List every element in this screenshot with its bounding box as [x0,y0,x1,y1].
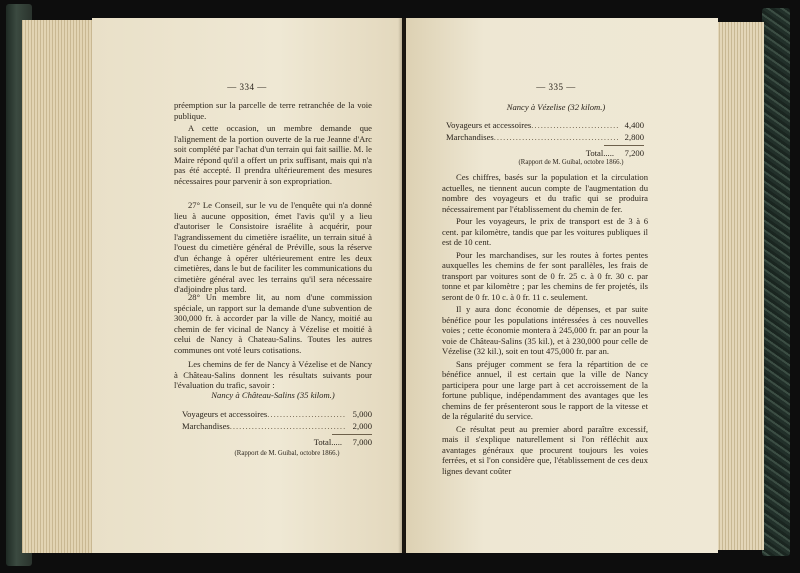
row-label: Marchandises [182,421,230,431]
right-page-edges [714,22,764,550]
total-rule [604,145,644,146]
right-table-heading: Nancy à Vézelise (32 kilom.) [506,102,606,112]
right-traffic-table [446,120,644,164]
page-number-334: — 334 — [227,82,267,92]
right-table-row [446,120,644,130]
total-value: 7,000 [352,437,372,447]
left-table-heading: Nancy à Château-Salins (35 kilom.) [211,390,335,400]
right-table-total [446,148,644,158]
total-label: Total..... [585,148,614,158]
total-label: Total..... [313,437,342,447]
page-number-335: — 335 — [536,82,576,92]
right-table-row [446,132,644,142]
total-value: 7,200 [624,148,644,158]
left-table-row [182,421,372,431]
row-label: Voyageurs et accessoires [182,409,268,419]
left-para-1: préemption sur la parcelle de terre retranchée de la voie publique. [174,100,372,121]
left-para-5: Les chemins de fer de Nancy à Vézelise et de Nancy à Château-Salins donnent les résultats suivants pour l'évaluation du trafic, savoir : [174,359,372,390]
left-text-block-2 [174,200,372,295]
row-value: 2,000 [352,421,372,431]
right-page [406,18,718,553]
left-table-total [182,437,372,447]
right-para-2: Pour les voyageurs, le prix de transport est de 3 à 6 cent. par kilomètre, tandis que par les voitures publiques il est de 10 cent. [442,216,648,247]
row-label: Voyageurs et accessoires [446,120,532,130]
right-text-block [442,172,648,476]
row-value: 5,000 [352,409,372,419]
left-page [92,18,402,553]
left-para-4: 28° Un membre lit, au nom d'une commission spéciale, un rapport sur la demande d'une subvention de 300,000 fr. à accorder par la ville de Nancy, moitié au chemin de fer vicinal de Nancy à Vézelise et moitié à celui de Nancy à Chateau-Salins. Toutes les autres communes ont voté leurs cotisations. [174,292,372,355]
right-para-3: Pour les marchandises, sur les routes à fortes pentes auxquelles les chemins de fer sont parallèles, les frais de transport par voitures sont de 0 fr. 25 c. à 0 fr. 30 c. par tonne et par kilomètre ; par les chemins de fer projetés, ils seront de 0 fr. 10 c. à 0 fr. 11 c. seulement. [442,249,648,302]
row-label: Marchandises [446,132,494,142]
left-table-row [182,409,372,419]
left-text-block-3 [174,292,372,391]
right-source-note: (Rapport de M. Guibal, octobre 1866.) [518,159,624,166]
right-para-1: Ces chiffres, basés sur la population et la circulation actuelles, ne tiennent aucun compte de l'augmentation du nombre des voyageurs et du trafic qui se produira nécessairement par l'établissement du chemin de fer. [442,172,648,214]
total-rule [332,434,372,435]
left-page-edges [22,20,94,553]
row-value: 4,400 [624,120,644,130]
right-para-5: Sans préjuger comment se fera la répartition de ce bénéfice annuel, il est certain que la ville de Nancy participera pour une large part à cet accroissement de la fortune publique, indépendamment des avantages que les chemins de fer présenteront sous le rapport de la vitesse et de la régularité du service. [442,358,648,421]
right-para-6: Ce résultat peut au premier abord paraître excessif, mais il s'explique naturellement si l'on réfléchit aux avantages généraux que procurent toujours les voies ferrées, et si l'on considère que, l'établissement de ces deux lignes devant coûter [442,423,648,476]
row-value: 2,800 [624,132,644,142]
right-para-4: Il y aura donc économie de dépenses, et par suite bénéfice pour les populations intéressées à ces nouvelles voies ; cette économie montera à 245,000 fr. par an pour la voie de Château-Salins (35 kil.), et à 230,000 pour celle de Vézelise (32 kil.), soit en tout 475,000 fr. par an. [442,304,648,356]
left-para-2: A cette occasion, un membre demande que l'alignement de la portion ouverte de la rue Jeanne d'Arc soit complété par l'achat d'un terrain qui fait saillie. M. le Maire répond qu'il a offert un prix suffisant, mais qui n'a pas été accepté. Il prendra ultérieurement des mesures nécessaires pour parvenir à son expropriation. [174,123,372,186]
left-traffic-table [182,409,372,469]
right-cover-board [762,8,790,556]
left-para-3: 27° Le Conseil, sur le vu de l'enquête qui n'a donné lieu à aucune opposition, émet l'avis qu'il y a lieu d'autoriser le Consistoire israélite à acquérir, pour l'agrandissement du cimetière israélite, un terrain situé à l'ouest du cimetière général de Préville, sous la réserve d'un échange à opérer ultérieurement entre les deux cimetières, dans le but de faciliter les communications du cimetière général avec les terrains qu'il sera nécessaire d'adjoindre plus tard. [174,200,372,294]
left-source-note: (Rapport de M. Guibal, octobre 1866.) [234,450,340,457]
left-text-block-1 [174,100,372,186]
